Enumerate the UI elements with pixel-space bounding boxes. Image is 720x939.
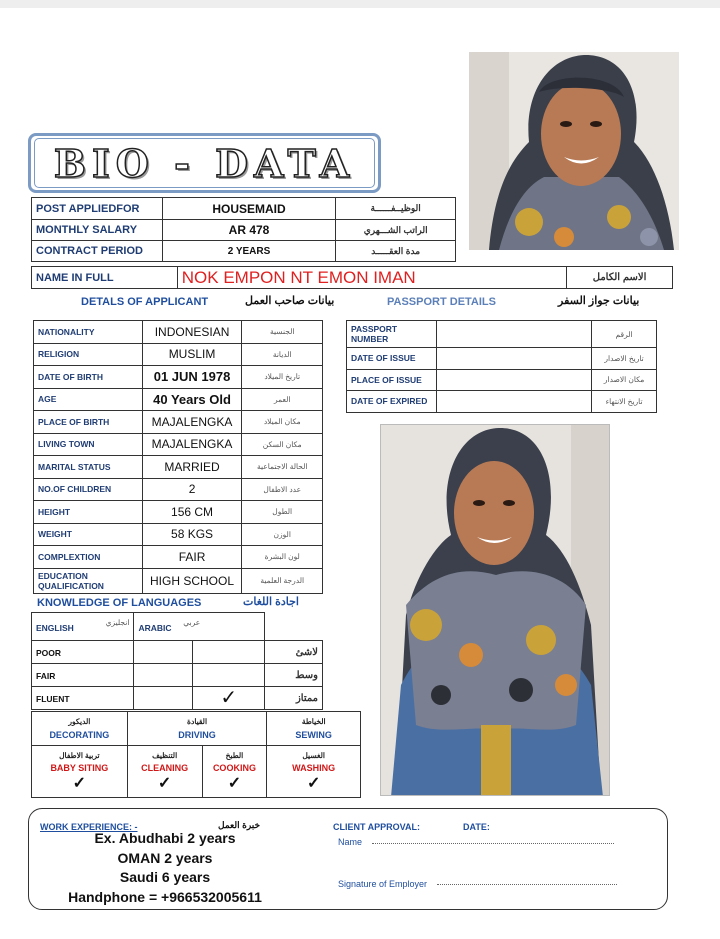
work-experience-line: OMAN 2 years [117,849,213,866]
applicant-row [34,433,323,456]
english-level-mark [134,641,193,664]
passport-field-value[interactable] [436,321,591,348]
skill-name-ar: تربية الاطفال [59,751,100,760]
applicant-field-value: MAJALENGKA [142,433,242,456]
skill-cell [127,712,267,746]
skill-name-ar: القيادة [187,717,208,726]
passport-row [347,348,657,370]
skills-table [31,711,361,798]
skill-name: DECORATING [49,730,110,740]
skill-cell [267,746,361,798]
contract-period-value: 2 YEARS [162,241,336,262]
language-level-ar: لاشئ [265,641,323,664]
applicant-details-heading-ar: بيانات صاحب العمل [245,295,335,307]
arabic-header-cell [134,613,265,641]
applicant-row [34,388,323,411]
language-level-row [32,687,323,710]
english-level-mark [134,687,193,710]
applicant-field-ar: لون البشرة [242,546,323,569]
languages-table [31,612,323,710]
passport-details-heading-ar: بيانات جواز السفر [558,295,640,307]
applicant-field-value: 40 Years Old [142,388,242,411]
skill-check-mark: ✓ [227,775,242,792]
passport-details-heading: PASSPORT DETAILS [387,296,496,308]
applicant-field-label: COMPLEXTION [34,546,143,569]
language-level-label: FAIR [36,671,56,681]
applicant-full-photo [380,424,610,796]
applicant-row [34,321,323,344]
top-strip [0,0,720,8]
languages-heading-ar: اجادة اللغات [243,596,299,608]
work-experience-label-ar: خبرة العمل [218,820,261,830]
skill-name: SEWING [295,730,332,740]
skill-check-mark: ✓ [306,775,321,792]
passport-field-value[interactable] [436,391,591,413]
english-label: ENGLISH [36,622,74,633]
full-name-ar: الاسم الكامل [567,267,673,289]
full-name-value: NOK EMPON NT EMON IMAN [177,267,566,289]
applicant-field-ar: الطول [242,501,323,524]
language-level-row [32,664,323,687]
passport-field-ar: تاريخ الاصدار [592,348,657,370]
applicant-field-ar: الحالة الاجتماعية [242,456,323,479]
arabic-level-mark [193,664,265,687]
passport-row [347,391,657,413]
contract-period-label: CONTRACT PERIOD [32,241,163,262]
post-applied-ar: الوظيــفــــــة [336,198,456,220]
title-inner-frame [34,138,375,188]
language-level-cell [32,641,134,664]
skill-cell [32,746,128,798]
applicant-field-ar: الجنسية [242,321,323,344]
passport-field-label: PLACE OF ISSUE [347,369,437,391]
work-experience-line: Ex. Abudhabi 2 years [94,830,236,846]
applicant-field-label: LIVING TOWN [34,433,143,456]
contract-period-ar: مدة العقـــــد [336,241,456,262]
applicant-field-label: PLACE OF BIRTH [34,411,143,434]
language-level-label: FLUENT [36,694,70,704]
client-name-label: Name [338,837,363,847]
applicant-field-ar: الوزن [242,523,323,546]
skill-name: COOKING [212,763,256,773]
monthly-salary-ar: الراتب الشـــهري [336,220,456,241]
arabic-level-mark [193,641,265,664]
applicant-field-label: AGE [34,388,143,411]
english-header-cell [32,613,134,641]
work-experience-line: Saudi 6 years [119,869,211,885]
passport-details-table [346,320,657,413]
applicant-field-label: WEIGHT [34,523,143,546]
passport-row [347,369,657,391]
passport-field-ar: مكان الاصدار [592,369,657,391]
applicant-details-heading: DETALS OF APPLICANT [81,296,209,308]
passport-field-ar: الرقم [592,321,657,348]
applicant-field-label: EDUCATION QUALIFICATION [34,568,143,593]
applicant-portrait-photo [469,52,679,250]
applicant-row [34,411,323,434]
arabic-label: ARABIC [138,622,172,633]
languages-heading: KNOWLEDGE OF LANGUAGES [37,597,202,609]
skill-cell [32,712,128,746]
skill-name-ar: الغسيل [302,751,325,760]
skill-check-mark: ✓ [157,775,172,792]
applicant-details-table [33,320,323,594]
applicant-field-value: INDONESIAN [142,321,242,344]
post-table [31,197,456,262]
passport-field-ar: تاريخ الانتهاء [592,391,657,413]
skill-name: CLEANING [141,763,189,773]
language-level-ar: وسط [265,664,323,687]
arabic-level-mark: ✓ [193,687,265,710]
skill-name-ar: التنظيف [152,751,178,760]
skill-cell [202,746,267,798]
applicant-field-label: NATIONALITY [34,321,143,344]
monthly-salary-value: AR 478 [162,220,336,241]
applicant-field-label: HEIGHT [34,501,143,524]
arabic-label-ar: عربي [183,617,201,627]
language-level-label: POOR [36,648,62,658]
work-experience-label: WORK EXPERIENCE: - [40,822,138,832]
applicant-row [34,456,323,479]
applicant-row [34,343,323,366]
applicant-field-value: MARRIED [142,456,242,479]
applicant-field-ar: مكان السكن [242,433,323,456]
applicant-field-label: DATE OF BIRTH [34,366,143,389]
client-name-line[interactable] [372,835,614,844]
skill-cell [127,746,202,798]
applicant-field-ar: مكان الميلاد [242,411,323,434]
full-name-label: NAME IN FULL [32,267,178,289]
skill-name: DRIVING [178,730,216,740]
passport-field-value[interactable] [436,348,591,370]
applicant-field-ar: عدد الاطفال [242,478,323,501]
skill-check-mark: ✓ [72,775,87,792]
english-level-mark [134,664,193,687]
applicant-row [34,523,323,546]
signature-label: Signature of Employer [338,879,428,889]
applicant-row [34,546,323,569]
language-level-ar: ممتاز [265,687,323,710]
passport-field-label: DATE OF EXPIRED [347,391,437,413]
post-applied-value: HOUSEMAID [162,198,336,220]
applicant-field-label: NO.OF CHILDREN [34,478,143,501]
applicant-row [34,478,323,501]
applicant-field-value: MAJALENGKA [142,411,242,434]
client-approval-label: CLIENT APPROVAL: [333,822,420,832]
applicant-field-label: RELIGION [34,343,143,366]
applicant-field-value: 01 JUN 1978 [142,366,242,389]
applicant-field-value: HIGH SCHOOL [142,568,242,593]
applicant-field-label: MARITAL STATUS [34,456,143,479]
language-level-cell [32,687,134,710]
skill-name-ar: الطبخ [225,751,244,760]
skill-name-ar: الديكور [68,717,91,726]
applicant-field-value: 2 [142,478,242,501]
applicant-field-value: MUSLIM [142,343,242,366]
full-name-table [31,266,673,289]
applicant-field-ar: الديانة [242,343,323,366]
skill-name-ar: الخياطة [301,717,326,726]
applicant-row [34,366,323,389]
applicant-field-value: FAIR [142,546,242,569]
english-label-ar: انجليزي [105,617,130,627]
signature-line[interactable] [437,876,617,885]
work-experience-line: Handphone = +966532005611 [68,888,262,905]
passport-field-value[interactable] [436,369,591,391]
language-level-cell [32,664,134,687]
applicant-field-ar: الدرجة العلمية [242,568,323,593]
skill-name: BABY SITING [50,763,109,773]
skill-name: WASHING [292,763,336,773]
page-title: BIO - DATA [53,140,356,186]
date-label: DATE: [463,822,490,832]
applicant-field-ar: تاريخ الميلاد [242,366,323,389]
applicant-field-ar: العمر [242,388,323,411]
applicant-field-value: 156 CM [142,501,242,524]
work-experience-lines [60,830,270,908]
applicant-row [34,501,323,524]
applicant-field-value: 58 KGS [142,523,242,546]
passport-row [347,321,657,348]
passport-field-label: PASSPORT NUMBER [347,321,437,348]
applicant-row [34,568,323,593]
passport-field-label: DATE OF ISSUE [347,348,437,370]
skill-cell [267,712,361,746]
language-level-row [32,641,323,664]
monthly-salary-label: MONTHLY SALARY [32,220,163,241]
post-applied-label: POST APPLIEDFOR [32,198,163,220]
